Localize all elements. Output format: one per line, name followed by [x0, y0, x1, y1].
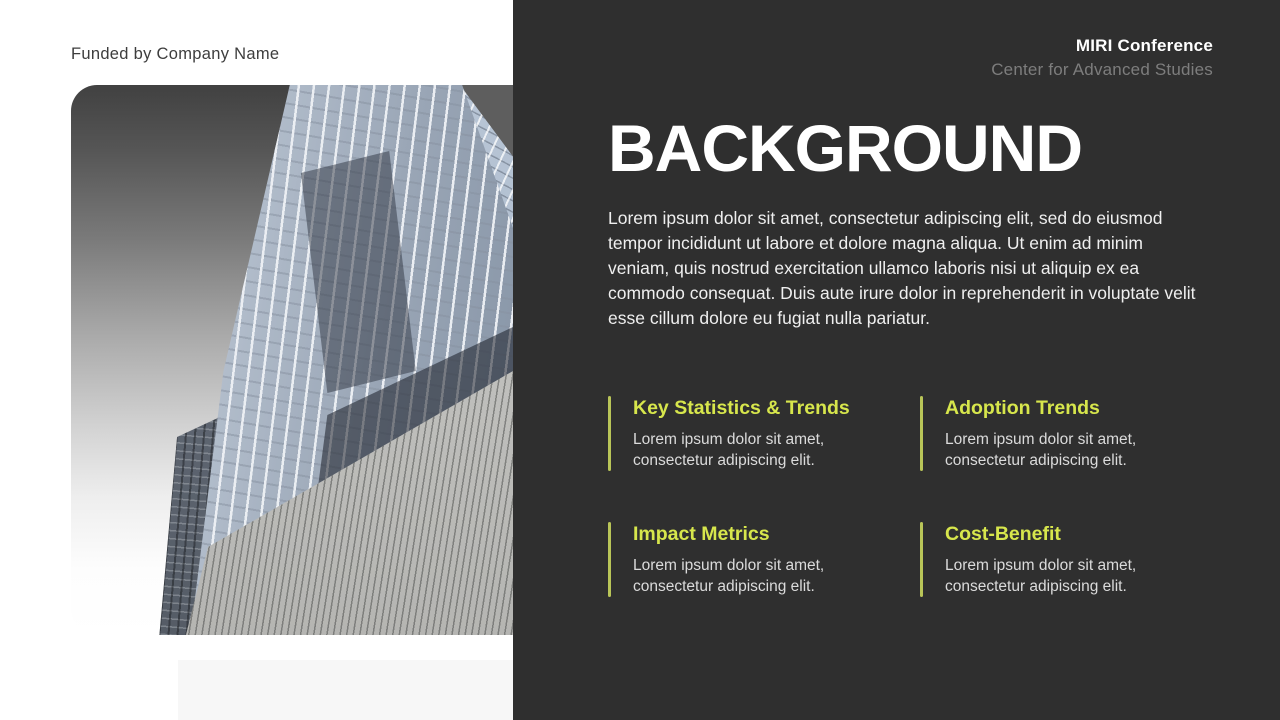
funded-by-label: Funded by Company Name: [71, 45, 280, 63]
conference-subtitle: Center for Advanced Studies: [991, 60, 1213, 79]
conference-block: [991, 36, 1213, 80]
feature-title: Key Statistics & Trends: [633, 397, 850, 419]
feature-body: Lorem ipsum dolor sit amet, consectetur adipiscing elit.: [633, 557, 825, 595]
feature-block-key-statistics: [608, 396, 920, 471]
feature-body: Lorem ipsum dolor sit amet, consectetur adipiscing elit.: [945, 557, 1137, 595]
feature-body: Lorem ipsum dolor sit amet, consectetur adipiscing elit.: [945, 431, 1137, 469]
feature-block-adoption-trends: [920, 396, 1167, 471]
feature-block-cost-benefit: [920, 522, 1167, 597]
feature-text: [611, 522, 855, 597]
feature-title: Adoption Trends: [945, 397, 1100, 419]
feature-text: [923, 522, 1167, 597]
bottom-shadow-shape: [178, 660, 513, 720]
feature-title: Cost-Benefit: [945, 523, 1061, 545]
conference-title: MIRI Conference: [1075, 36, 1213, 55]
intro-paragraph: Lorem ipsum dolor sit amet, consectetur adipiscing elit, sed do eiusmod tempor incididunt ut labore et dolore magna aliqua. Ut enim ad minim veniam, quis nostrud exercitation ullamco laboris nisi ut aliquip ex ea commodo consequat. Duis aute irure dolor in reprehenderit in voluptate velit esse cillum dolore eu fugiat nulla pariatur.: [608, 208, 1196, 328]
feature-text: [611, 396, 855, 471]
left-panel: [0, 0, 513, 720]
feature-block-impact-metrics: [608, 522, 920, 597]
skyscraper-photo: [71, 85, 513, 635]
content-panel: [513, 0, 1280, 720]
feature-text: [923, 396, 1167, 471]
features-grid: [608, 396, 1167, 597]
feature-body: Lorem ipsum dolor sit amet, consectetur adipiscing elit.: [633, 431, 825, 469]
page-title: BACKGROUND: [608, 111, 1082, 185]
feature-title: Impact Metrics: [633, 523, 770, 545]
